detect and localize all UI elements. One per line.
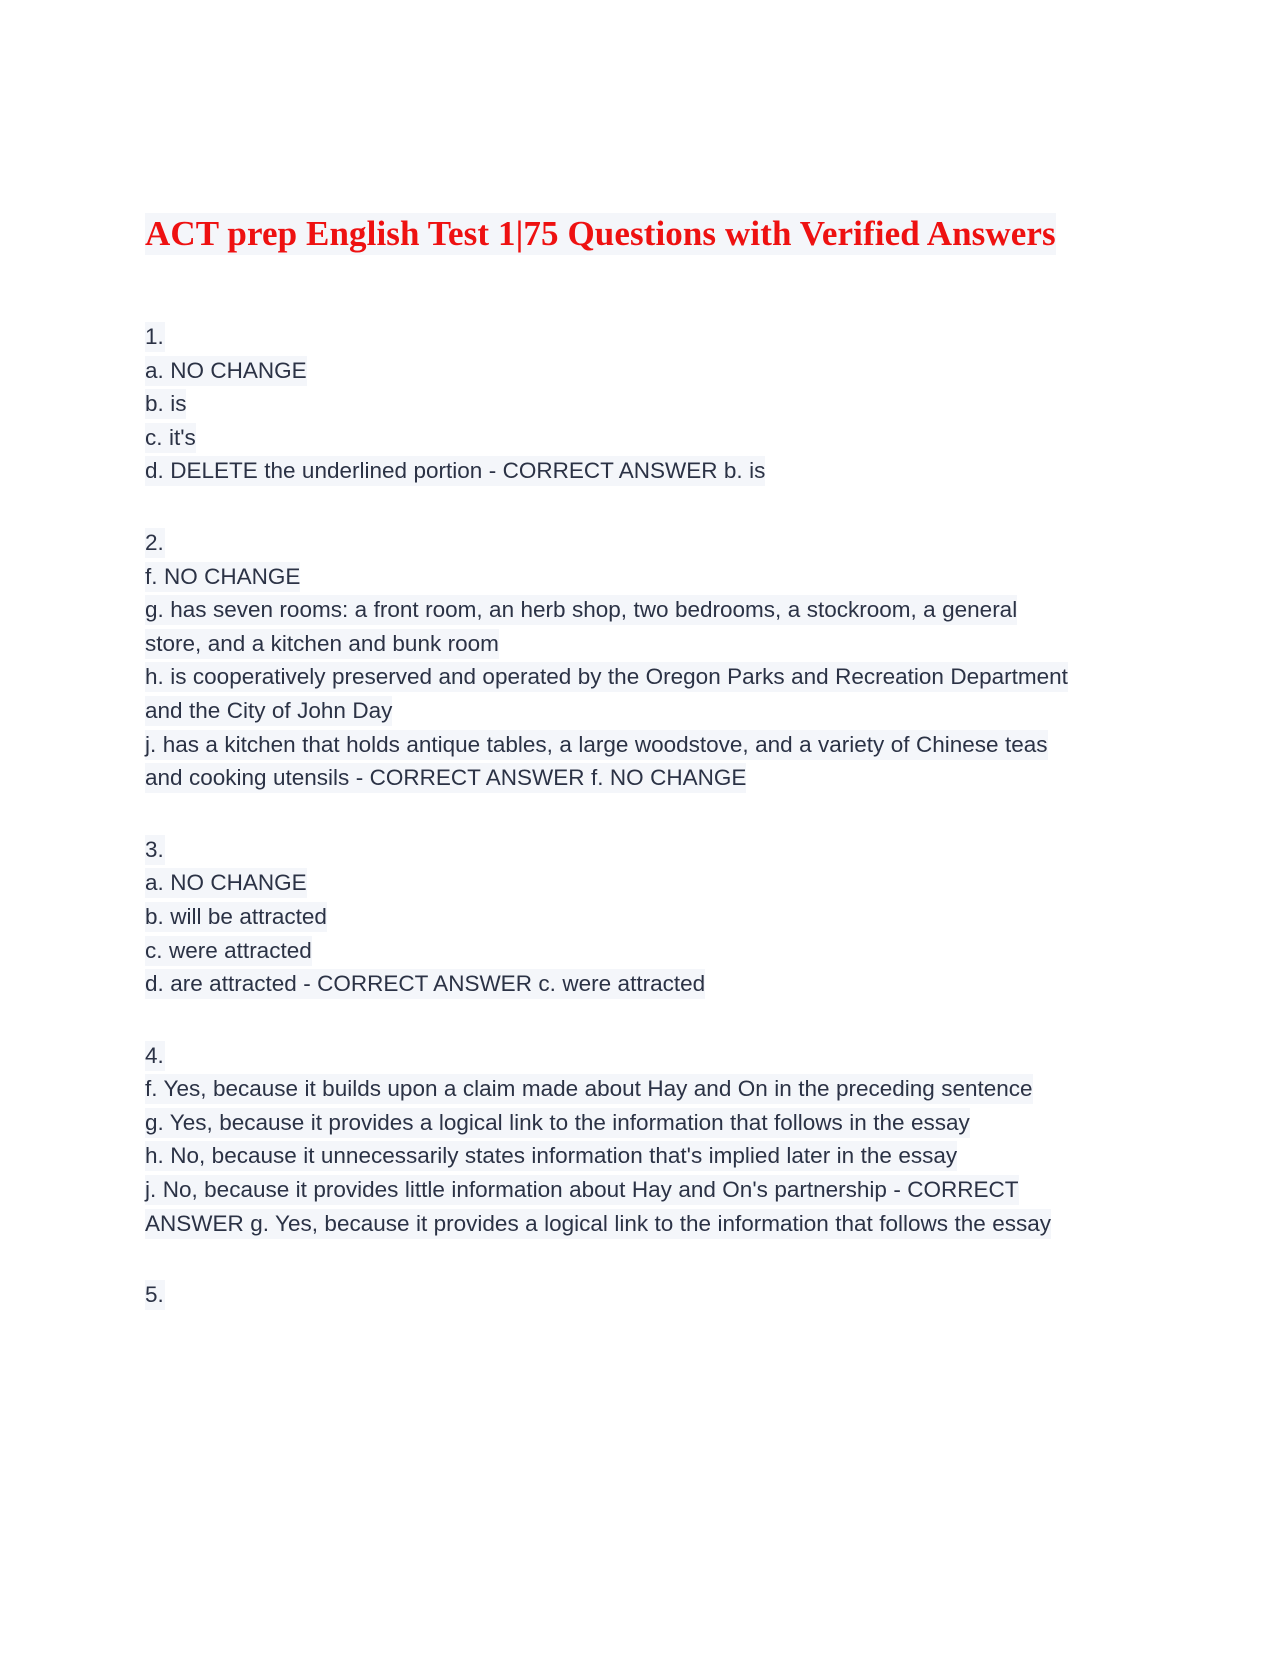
question-number-4: 4. — [145, 1039, 1070, 1073]
answer-option-2j: j. has a kitchen that holds antique tables, a large woodstove, and a variety of Chinese teas and cooking utensils - CORRECT ANSWER f. NO CHANGE — [145, 728, 1070, 795]
answer-option-1a: a. NO CHANGE — [145, 354, 1070, 388]
answer-option-1c: c. it's — [145, 421, 1070, 455]
question-block-2 — [145, 526, 1080, 795]
answer-option-1b: b. is — [145, 387, 1070, 421]
answer-option-4g: g. Yes, because it provides a logical link to the information that follows in the essay — [145, 1106, 1070, 1140]
answer-option-3b: b. will be attracted — [145, 900, 1070, 934]
answer-option-4f: f. Yes, because it builds upon a claim made about Hay and On in the preceding sentence — [145, 1072, 1070, 1106]
page-title-text: ACT prep English Test 1|75 Questions with Verified Answers — [145, 214, 1056, 253]
document-body — [145, 320, 1080, 1312]
answer-option-2f: f. NO CHANGE — [145, 560, 1070, 594]
question-number-1: 1. — [145, 320, 1070, 354]
question-number-5: 5. — [145, 1278, 1070, 1312]
answer-option-3a: a. NO CHANGE — [145, 866, 1070, 900]
question-block-3 — [145, 833, 1080, 1001]
answer-option-2g: g. has seven rooms: a front room, an herb shop, two bedrooms, a stockroom, a general store, and a kitchen and bunk room — [145, 593, 1070, 660]
question-number-2: 2. — [145, 526, 1070, 560]
answer-option-3c: c. were attracted — [145, 934, 1070, 968]
answer-option-1d: d. DELETE the underlined portion - CORRECT ANSWER b. is — [145, 454, 1070, 488]
page-title — [145, 212, 1080, 256]
question-block-1 — [145, 320, 1080, 488]
question-block-4 — [145, 1039, 1080, 1241]
answer-option-2h: h. is cooperatively preserved and operated by the Oregon Parks and Recreation Department and the City of John Day — [145, 660, 1070, 727]
answer-option-4j: j. No, because it provides little information about Hay and On's partnership - CORRECT ANSWER g. Yes, because it provides a logical link to the information that follows the essay — [145, 1173, 1070, 1240]
question-block-5 — [145, 1278, 1080, 1312]
question-number-3: 3. — [145, 833, 1070, 867]
answer-option-4h: h. No, because it unnecessarily states information that's implied later in the essay — [145, 1139, 1070, 1173]
answer-option-3d: d. are attracted - CORRECT ANSWER c. were attracted — [145, 967, 1070, 1001]
